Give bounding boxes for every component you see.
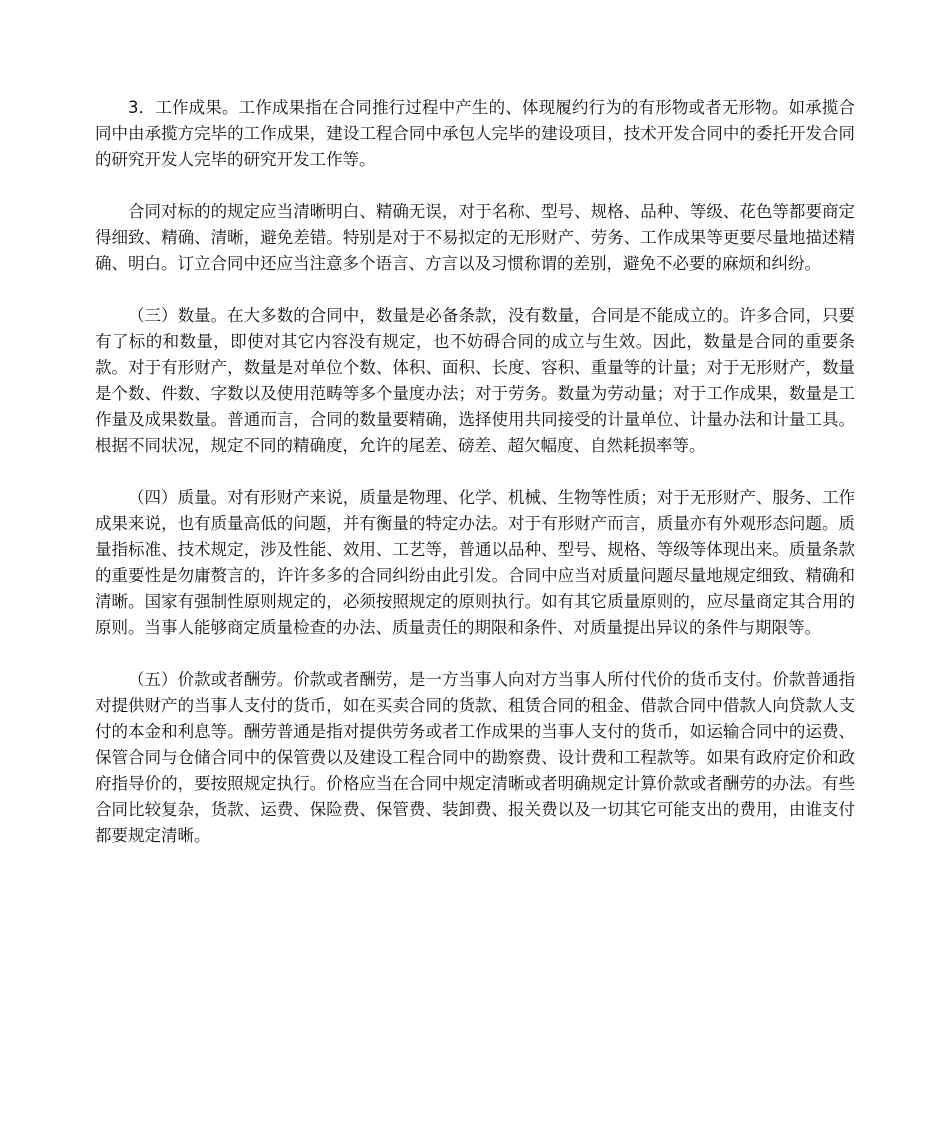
paragraph-quality: （四）质量。对有形财产来说，质量是物理、化学、机械、生物等性质；对于无形财产、服务、工作成果来说，也有质量高低的问题，并有衡量的特定办法。对于有形财产而言，质量亦有外观形态问题。质量指标准、技术规定，涉及性能、效用、工艺等，普通以品种、型号、规格、等级等体现出来。质量条款的重要性是勿庸赘言的，许许多多的合同纠纷由此引发。合同中应当对质量问题尽量地规定细致、精确和清晰。国家有强制性原则规定的，必须按照规定的原则执行。如有其它质量原则的，应尽量商定其合用的原则。当事人能够商定质量检查的办法、质量责任的期限和条件、对质量提出异议的条件与期限等。 [95,488,855,637]
paragraph-quantity: （三）数量。在大多数的合同中，数量是必备条款，没有数量，合同是不能成立的。许多合同，只要有了标的和数量，即使对其它内容没有规定，也不妨碍合同的成立与生效。因此，数量是合同的重要条款。对于有形财产，数量是对单位个数、体积、面积、长度、容积、重量等的计量；对于无形财产，数量是个数、件数、字数以及使用范畴等多个量度办法；对于劳务。数量为劳动量；对于工作成果，数量是工作量及成果数量。普通而言，合同的数量要精确，选择使用共同接受的计量单位、计量办法和计量工具。根据不同状况，规定不同的精确度，允许的尾差、磅差、超欠幅度、自然耗损率等。 [95,306,855,455]
paragraph-work-results: 3．工作成果。工作成果指在合同推行过程中产生的、体现履约行为的有形物或者无形物。如承揽合同中由承揽方完毕的工作成果，建设工程合同中承包人完毕的建设项目，技术开发合同中的委托开发合同的研究开发人完毕的研究开发工作等。 [95,98,855,169]
paragraph-price-or-remuneration: （五）价款或者酬劳。价款或者酬劳，是一方当事人向对方当事人所付代价的货币支付。价款普通指对提供财产的当事人支付的货币，如在买卖合同的货款、租赁合同的租金、借款合同中借款人向贷款人支付的本金和利息等。酬劳普通是指对提供劳务或者工作成果的当事人支付的货币，如运输合同中的运费、保管合同与仓储合同中的保管费以及建设工程合同中的勘察费、设计费和工程款等。如果有政府定价和政府指导价的，要按照规定执行。价格应当在合同中规定清晰或者明确规定计算价款或者酬劳的办法。有些合同比较复杂，货款、运费、保险费、保管费、装卸费、报关费以及一切其它可能支出的费用，由谁支付都要规定清晰。 [95,670,855,845]
paragraph-subject-matter-requirements: 合同对标的的规定应当清晰明白、精确无误，对于名称、型号、规格、品种、等级、花色等都要商定得细致、精确、清晰，避免差错。特别是对于不易拟定的无形财产、劳务、工作成果等更要尽量地描述精确、明白。订立合同中还应当注意多个语言、方言以及习惯称谓的差别，避免不必要的麻烦和纠纷。 [95,202,855,273]
